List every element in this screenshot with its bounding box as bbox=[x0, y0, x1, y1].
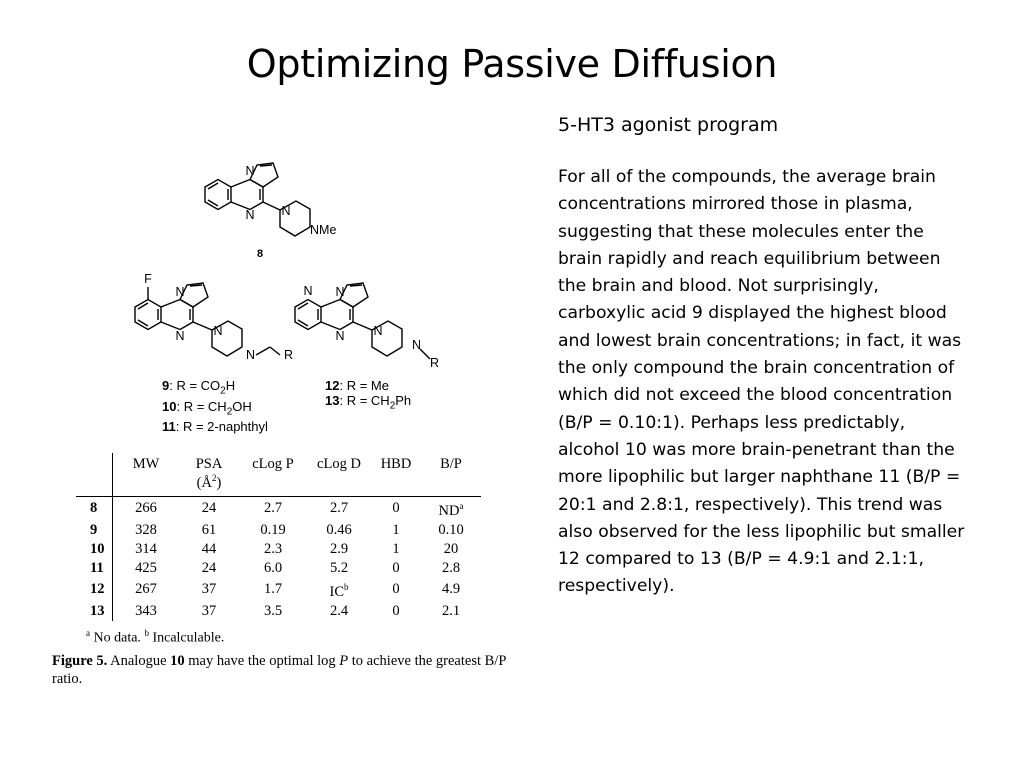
atom-nme: NMe bbox=[310, 223, 337, 237]
table-row bbox=[76, 521, 481, 540]
cell-psa: 37 bbox=[201, 602, 217, 619]
cell-hbd: 0 bbox=[392, 602, 400, 619]
atom-r: R bbox=[284, 348, 294, 362]
cell-id: 10 bbox=[76, 540, 113, 559]
cell-hbd: 1 bbox=[392, 521, 400, 538]
cell-clogd: 2.4 bbox=[329, 602, 349, 619]
cell-bp: 2.8 bbox=[441, 559, 461, 576]
cell-psa: 44 bbox=[201, 540, 217, 557]
cell-clogd: 0.46 bbox=[326, 521, 352, 538]
cell-clogd: $IC^b$ bbox=[329, 581, 349, 600]
rgroup-9: 9: $R = CO_2H$ bbox=[162, 378, 236, 397]
atom-n: N bbox=[213, 324, 223, 338]
cell-clogp: 2.7 bbox=[263, 500, 283, 517]
table-row bbox=[76, 540, 481, 559]
properties-table bbox=[76, 453, 481, 621]
cell-bp: 2.1 bbox=[441, 602, 461, 619]
cell-hbd: 0 bbox=[392, 559, 400, 576]
cell-mw: 328 bbox=[135, 521, 157, 538]
atom-n: N bbox=[246, 348, 256, 362]
cell-clogd: 5.2 bbox=[329, 559, 349, 576]
atom-n: N bbox=[373, 324, 383, 338]
atom-f: F bbox=[144, 272, 152, 286]
cell-hbd: 0 bbox=[392, 581, 400, 598]
table-row bbox=[76, 578, 481, 602]
compound-12-13-structure bbox=[295, 283, 430, 359]
cell-clogp: 0.19 bbox=[260, 521, 286, 538]
cell-bp: $ND^a$ bbox=[438, 501, 464, 519]
atom-n: N bbox=[412, 338, 422, 352]
cell-clogd: 2.7 bbox=[329, 500, 349, 517]
cell-mw: 425 bbox=[135, 559, 157, 576]
atom-n: N bbox=[335, 285, 345, 299]
header-bp: B/P bbox=[440, 456, 462, 472]
cell-clogp: 2.3 bbox=[263, 540, 283, 557]
cell-clogp: 6.0 bbox=[263, 559, 283, 576]
header-hbd: HBD bbox=[380, 456, 412, 472]
atom-n: N bbox=[245, 164, 255, 178]
cell-id: 13 bbox=[76, 602, 113, 621]
header-id bbox=[76, 453, 113, 497]
cell-psa: 61 bbox=[201, 521, 217, 538]
cell-hbd: 0 bbox=[392, 500, 400, 517]
cell-id: 11 bbox=[76, 559, 113, 578]
rgroup-list-left bbox=[162, 378, 268, 434]
cell-bp: 4.9 bbox=[441, 581, 461, 598]
atom-n: N bbox=[175, 285, 185, 299]
rgroup-11: 11: R = 2-naphthyl bbox=[162, 419, 268, 435]
atom-n: N bbox=[245, 208, 255, 222]
cell-psa: 37 bbox=[201, 581, 217, 598]
rgroup-list-right bbox=[325, 378, 411, 414]
cell-mw: 343 bbox=[135, 602, 157, 619]
subtitle: 5-HT3 agonist program bbox=[558, 114, 779, 136]
atom-n: N bbox=[281, 204, 291, 218]
cell-clogp: 1.7 bbox=[263, 581, 283, 598]
compound-8-structure bbox=[205, 163, 310, 236]
rgroup-12: 12: R = Me bbox=[325, 378, 389, 393]
cell-bp: 20 bbox=[443, 540, 459, 557]
chemical-structures bbox=[120, 135, 540, 445]
cell-psa: 24 bbox=[201, 500, 217, 517]
cell-mw: 266 bbox=[135, 500, 157, 517]
cell-hbd: 1 bbox=[392, 540, 400, 557]
cell-psa: 24 bbox=[201, 559, 217, 576]
table-row bbox=[76, 602, 481, 621]
cell-mw: 267 bbox=[135, 581, 157, 598]
atom-n: N bbox=[303, 284, 313, 298]
header-clogd: cLog D bbox=[317, 456, 361, 472]
compound-9-11-structure bbox=[135, 283, 280, 356]
rgroup-10: 10: $R = CH_2OH$ bbox=[162, 398, 252, 418]
body-paragraph: For all of the compounds, the average brain concentrations mirrored those in plasma, suggesting that these molecules enter the brain rapidly and reach equilibrium between the brain and blood. Not surprisingly, carboxylic acid 9 displayed the highest blood and lowest brain concentrations; in fact, it was the only compound the brain concentration of which did not exceed the blood concentration (B/P = 0.10:1). Perhaps less predictably, alcohol 10 was more brain-penetrant than the more lipophilic but larger naphthane 11 (B/P = 20:1 and 2.8:1, respectively). This trend was also observed for the less lipophilic but smaller 12 compared to 13 (B/P = 4.9:1 and 2.1:1, respectively). bbox=[558, 167, 965, 597]
cell-id: 12 bbox=[76, 578, 113, 602]
text-column bbox=[558, 112, 968, 601]
table-footnote: $^a$ No data. $^b$ Incalculable. bbox=[86, 628, 225, 646]
header-clogp: cLog P bbox=[252, 456, 294, 472]
compound-number: 8 bbox=[256, 248, 264, 260]
cell-bp: 0.10 bbox=[438, 521, 464, 538]
slide-title: Optimizing Passive Diffusion bbox=[246, 42, 778, 86]
table-row bbox=[76, 559, 481, 578]
atom-r: R bbox=[430, 356, 440, 370]
figure-caption: Figure 5. Analogue 10 may have the optimal log P to achieve the greatest B/P ratio. bbox=[52, 653, 506, 687]
cell-clogp: 3.5 bbox=[263, 602, 283, 619]
cell-clogd: 2.9 bbox=[329, 540, 349, 557]
header-mw: MW bbox=[132, 456, 160, 472]
table-row bbox=[76, 497, 481, 521]
table-header-row bbox=[76, 453, 481, 497]
cell-id: 9 bbox=[76, 521, 113, 540]
cell-mw: 314 bbox=[135, 540, 157, 557]
atom-n: N bbox=[335, 329, 345, 343]
cell-id: 8 bbox=[76, 497, 113, 521]
atom-n: N bbox=[175, 329, 185, 343]
rgroup-13: 13: $R = CH_2Ph$ bbox=[325, 393, 412, 412]
header-psa: PSA $(Å^2)$ bbox=[195, 456, 223, 491]
